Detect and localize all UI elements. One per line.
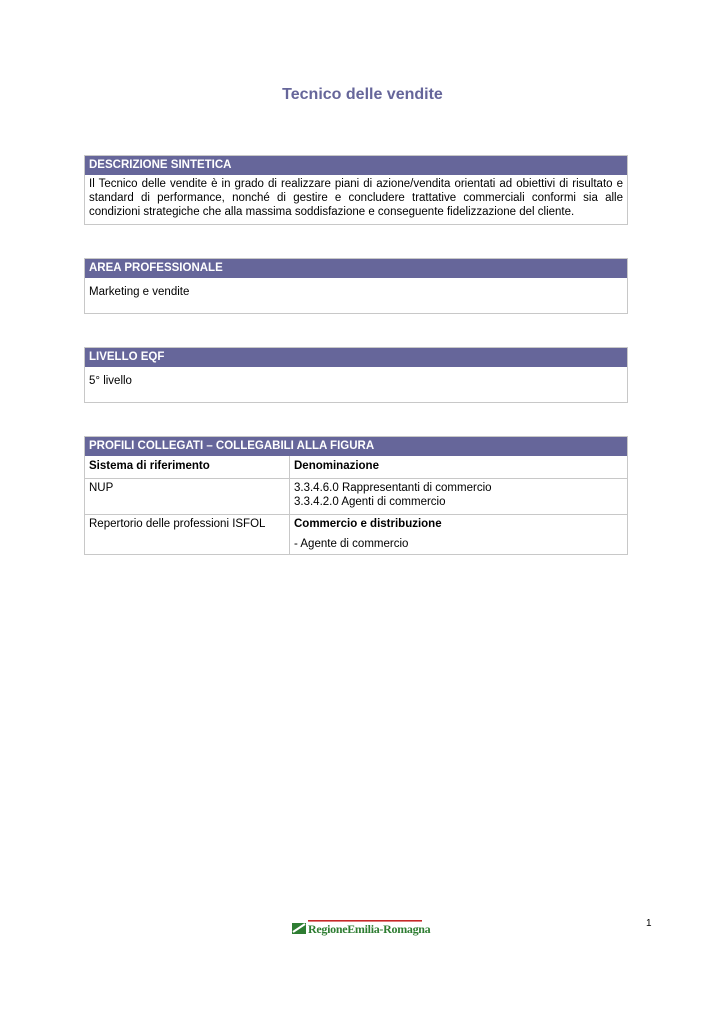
- denominazione-line: 3.3.4.2.0 Agenti di commercio: [294, 496, 446, 508]
- col-header-sistema: Sistema di riferimento: [85, 456, 290, 479]
- livello-eqf-header: LIVELLO EQF: [85, 348, 627, 367]
- logo-text: RegioneEmilia-Romagna: [308, 922, 431, 936]
- denominazione-line: 3.3.4.6.0 Rappresentanti di commercio: [294, 482, 492, 494]
- livello-eqf-section: [84, 347, 628, 403]
- denominazione-title: Commercio e distribuzione: [294, 518, 442, 530]
- regione-logo: [292, 920, 431, 938]
- document-title: Tecnico delle vendite: [282, 86, 443, 103]
- area-professionale-text: Marketing e vendite: [89, 286, 190, 298]
- livello-eqf-text: 5° livello: [89, 375, 132, 387]
- cell-sistema: Repertorio delle professioni ISFOL: [85, 515, 290, 555]
- denominazione-line: - Agente di commercio: [294, 538, 409, 550]
- table-row: [85, 479, 627, 515]
- cell-sistema: NUP: [85, 479, 290, 515]
- cell-denominazione: [290, 515, 628, 555]
- table-row: [85, 515, 627, 555]
- profili-collegati-section: [84, 436, 628, 555]
- descrizione-sintetica-section: [84, 155, 628, 225]
- col-header-denominazione: Denominazione: [290, 456, 628, 479]
- profili-table: [85, 456, 627, 554]
- descrizione-sintetica-header: DESCRIZIONE SINTETICA: [85, 156, 627, 175]
- cell-denominazione: [290, 479, 628, 515]
- page-number: 1: [646, 918, 652, 929]
- area-professionale-header: AREA PROFESSIONALE: [85, 259, 627, 278]
- table-header-row: [85, 456, 627, 479]
- descrizione-sintetica-text: Il Tecnico delle vendite è in grado di realizzare piani di azione/vendita orientati ad obiettivi di risultato e standard di performance, nonché di gestire e concludere trattative commerciali conformi sia alle condizioni strategiche che alla massima soddisfazione e conseguente fidelizzazione del cliente.: [89, 178, 623, 218]
- profili-collegati-header: PROFILI COLLEGATI – COLLEGABILI ALLA FIGURA: [85, 437, 627, 456]
- area-professionale-section: [84, 258, 628, 314]
